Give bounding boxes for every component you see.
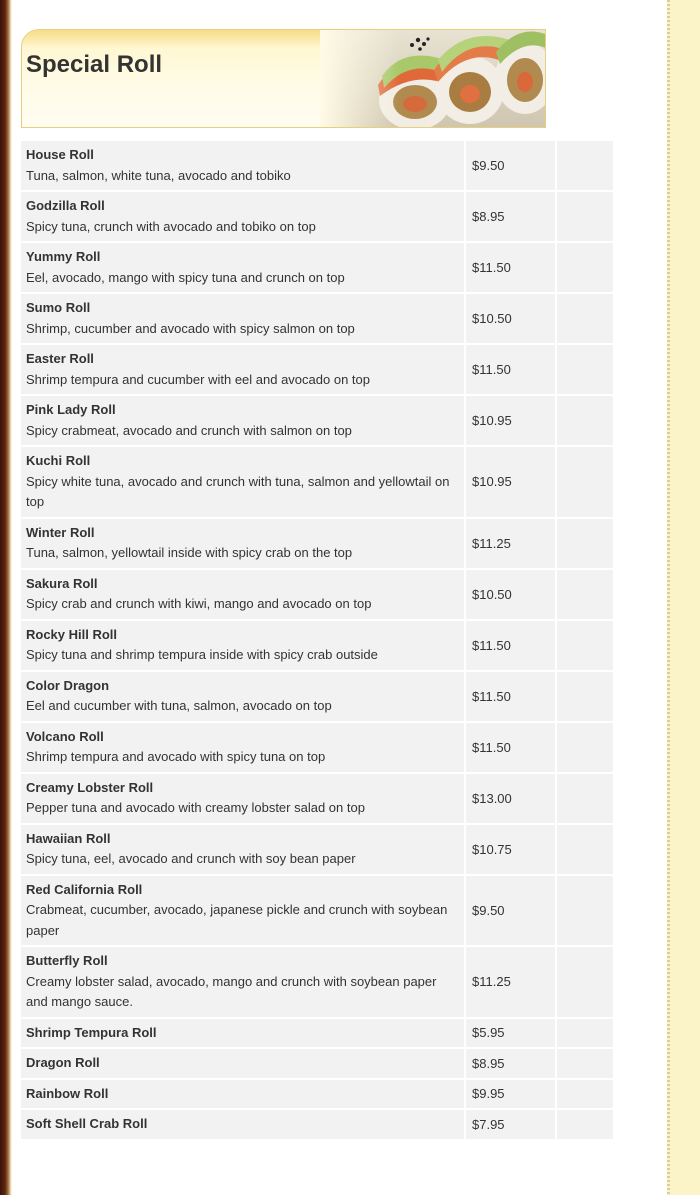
menu-item-cell	[21, 672, 464, 721]
menu-item-name: Pink Lady Roll	[26, 402, 116, 417]
menu-item-name: Butterfly Roll	[26, 953, 108, 968]
menu-item-extra-cell	[557, 570, 613, 619]
menu-item-name: Winter Roll	[26, 524, 95, 540]
menu-item-description: Shrimp, cucumber and avocado with spicy salmon on top	[26, 320, 355, 336]
menu-item-row	[21, 345, 613, 394]
menu-item-extra-cell	[557, 947, 613, 1017]
menu-item-cell	[21, 570, 464, 619]
menu-item-description: Eel, avocado, mango with spicy tuna and crunch on top	[26, 269, 345, 285]
menu-item-price: $8.95	[466, 1049, 555, 1078]
menu-item-price: $10.75	[466, 825, 555, 874]
menu-item-row	[21, 1110, 613, 1139]
menu-item-row	[21, 141, 613, 190]
menu-item-name: Sakura Roll	[26, 575, 98, 591]
menu-item-name: Yummy Roll	[26, 249, 101, 264]
menu-item-name: Creamy Lobster Roll	[26, 779, 154, 795]
menu-item-row	[21, 723, 613, 772]
menu-item-description: Spicy tuna, eel, avocado and crunch with soy bean paper	[26, 851, 356, 866]
menu-item-cell	[21, 825, 464, 874]
menu-item-description: Tuna, salmon, yellowtail inside with spicy crab on the top	[26, 545, 353, 560]
menu-item-extra-cell	[557, 519, 613, 568]
menu-item-price: $9.50	[466, 876, 555, 946]
menu-item-extra-cell	[557, 192, 613, 241]
menu-item-price: $5.95	[466, 1019, 555, 1048]
menu-item-row	[21, 294, 613, 343]
menu-item-description: Eel and cucumber with tuna, salmon, avocado on top	[26, 698, 332, 713]
menu-item-row	[21, 825, 613, 874]
menu-item-extra-cell	[557, 447, 613, 517]
menu-item-extra-cell	[557, 723, 613, 772]
menu-item-cell	[21, 141, 464, 190]
menu-item-price: $10.95	[466, 447, 555, 517]
menu-item-extra-cell	[557, 294, 613, 343]
menu-item-extra-cell	[557, 825, 613, 874]
menu-item-cell	[21, 876, 464, 946]
menu-item-cell	[21, 243, 464, 292]
menu-item-description: Spicy tuna, crunch with avocado and tobiko on top	[26, 218, 316, 234]
menu-item-price: $11.25	[466, 947, 555, 1017]
menu-item-name: Kuchi Roll	[26, 453, 91, 468]
menu-item-price: $13.00	[466, 774, 555, 823]
menu-item-extra-cell	[557, 141, 613, 190]
menu-item-row	[21, 947, 613, 1017]
menu-item-name: Rocky Hill Roll	[26, 626, 118, 642]
menu-item-row	[21, 1019, 613, 1048]
menu-item-description: Spicy crab and crunch with kiwi, mango and avocado on top	[26, 596, 372, 611]
menu-item-description: Shrimp tempura and cucumber with eel and avocado on top	[26, 371, 370, 387]
menu-item-price: $7.95	[466, 1110, 555, 1139]
menu-item-name: Color Dragon	[26, 677, 110, 693]
menu-item-cell	[21, 723, 464, 772]
menu-item-extra-cell	[557, 1019, 613, 1048]
menu-item-name: Godzilla Roll	[26, 198, 105, 213]
sushi-roll-image	[320, 30, 545, 127]
menu-item-cell	[21, 294, 464, 343]
menu-item-extra-cell	[557, 396, 613, 445]
menu-item-description: Pepper tuna and avocado with creamy lobster salad on top	[26, 800, 365, 815]
menu-item-row	[21, 621, 613, 670]
menu-item-cell	[21, 1080, 464, 1109]
menu-item-row	[21, 876, 613, 946]
menu-item-name: Sumo Roll	[26, 300, 91, 315]
menu-item-description: Shrimp tempura and avocado with spicy tuna on top	[26, 749, 326, 764]
page-border-left	[0, 0, 12, 1195]
menu-item-name: Easter Roll	[26, 351, 94, 366]
menu-item-row	[21, 243, 613, 292]
menu-item-name: Shrimp Tempura Roll	[26, 1024, 157, 1040]
menu-item-row	[21, 672, 613, 721]
menu-item-price: $11.50	[466, 345, 555, 394]
menu-item-price: $10.50	[466, 570, 555, 619]
menu-item-extra-cell	[557, 243, 613, 292]
menu-item-cell	[21, 1019, 464, 1048]
menu-item-name: Rainbow Roll	[26, 1085, 109, 1101]
menu-item-price: $10.50	[466, 294, 555, 343]
menu-item-name: Soft Shell Crab Roll	[26, 1116, 148, 1131]
menu-item-cell	[21, 345, 464, 394]
menu-item-description: Tuna, salmon, white tuna, avocado and tobiko	[26, 167, 291, 183]
menu-item-price: $9.50	[466, 141, 555, 190]
menu-item-name: Dragon Roll	[26, 1055, 100, 1070]
menu-item-row	[21, 396, 613, 445]
menu-item-price: $10.95	[466, 396, 555, 445]
menu-item-cell	[21, 947, 464, 1017]
menu-item-cell	[21, 396, 464, 445]
menu-table-body	[21, 141, 613, 1139]
menu-item-price: $11.50	[466, 621, 555, 670]
menu-item-description: Creamy lobster salad, avocado, mango and crunch with soybean paper and mango sauce.	[26, 973, 437, 1009]
menu-item-cell	[21, 774, 464, 823]
menu-item-row	[21, 774, 613, 823]
menu-item-price: $11.50	[466, 243, 555, 292]
menu-item-name: House Roll	[26, 147, 94, 162]
menu-item-row	[21, 447, 613, 517]
menu-item-extra-cell	[557, 774, 613, 823]
menu-item-cell	[21, 621, 464, 670]
menu-item-price: $8.95	[466, 192, 555, 241]
menu-item-description: Spicy crabmeat, avocado and crunch with salmon on top	[26, 422, 352, 438]
menu-item-price: $11.50	[466, 723, 555, 772]
menu-item-extra-cell	[557, 345, 613, 394]
menu-item-extra-cell	[557, 876, 613, 946]
menu-item-price: $11.25	[466, 519, 555, 568]
section-banner	[21, 29, 546, 128]
menu-item-extra-cell	[557, 672, 613, 721]
menu-item-cell	[21, 192, 464, 241]
menu-item-row	[21, 519, 613, 568]
menu-item-row	[21, 1049, 613, 1078]
menu-item-extra-cell	[557, 1110, 613, 1139]
menu-item-name: Volcano Roll	[26, 728, 104, 744]
menu-item-description: Spicy white tuna, avocado and crunch with tuna, salmon and yellowtail on top	[26, 473, 450, 509]
menu-table	[19, 139, 615, 1141]
menu-item-cell	[21, 1110, 464, 1139]
menu-item-cell	[21, 1049, 464, 1078]
menu-item-price: $11.50	[466, 672, 555, 721]
section-title: Special Roll	[26, 51, 163, 78]
menu-item-cell	[21, 447, 464, 517]
menu-item-row	[21, 192, 613, 241]
menu-item-name: Hawaiian Roll	[26, 830, 111, 846]
menu-item-extra-cell	[557, 621, 613, 670]
menu-item-extra-cell	[557, 1080, 613, 1109]
menu-item-row	[21, 570, 613, 619]
menu-item-price: $9.95	[466, 1080, 555, 1109]
menu-item-cell	[21, 519, 464, 568]
menu-item-description: Crabmeat, cucumber, avocado, japanese pickle and crunch with soybean paper	[26, 902, 448, 938]
menu-item-extra-cell	[557, 1049, 613, 1078]
menu-item-name: Red California Roll	[26, 881, 143, 897]
page-background-strip	[670, 0, 700, 1195]
menu-item-row	[21, 1080, 613, 1109]
menu-item-description: Spicy tuna and shrimp tempura inside with spicy crab outside	[26, 647, 378, 662]
